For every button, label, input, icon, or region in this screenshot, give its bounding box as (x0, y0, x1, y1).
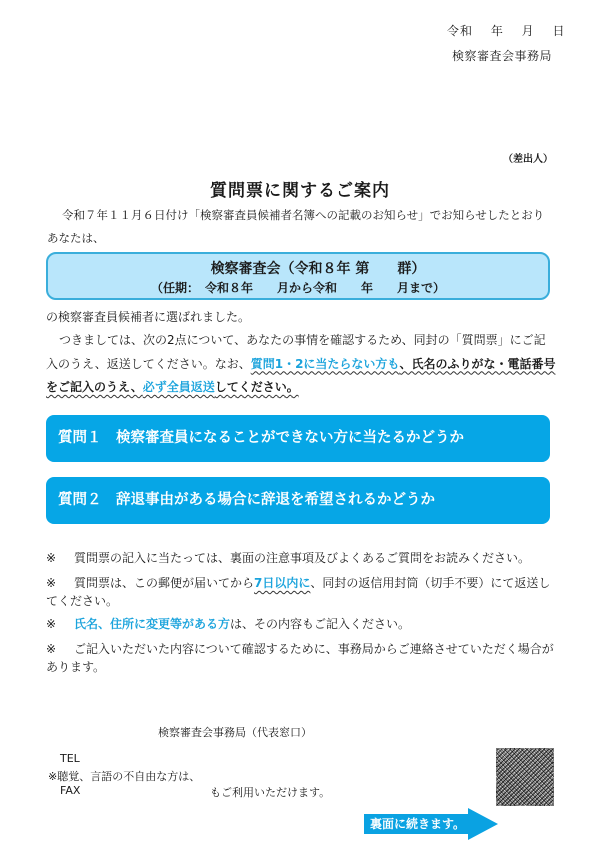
term-box (46, 252, 550, 300)
term-box-period: （任期： 令和８年 月から令和 年 月まで） (150, 281, 445, 295)
intro-line-1: 令和７年１１月６日付け「検察審査員候補者名簿への記載のお知らせ」でお知らせしたとおり (62, 208, 545, 222)
fax-note: もご利用いただけます。 (210, 786, 331, 799)
p2-highlight-2: 必ず全員返送 (142, 380, 215, 394)
p2-text-a: つきましては、次の2点について、あなたの事情を確認するため、同封の「質問票」にご記入のうえ、返送してください。なお、 (46, 333, 546, 371)
p2-text-b: 、氏名のふりがな・電話番号をご記入のうえ、 (46, 356, 556, 394)
arrow-right-icon (468, 808, 498, 840)
intro-line-2: あなたは、 (47, 231, 105, 245)
note-2-text-a: 質問票は、この郵便が届いてから (74, 576, 255, 590)
note-mark: ※ (46, 576, 57, 590)
tel-label: TEL (60, 752, 80, 765)
fax-label: FAX (60, 784, 81, 797)
note-1-text: 質問票の記入に当たっては、裏面の注意事項及びよくあるご質問をお読みください。 (74, 551, 531, 565)
p2-text-c: してください。 (214, 380, 299, 394)
body-paragraph-1: の検察審査員候補者に選ばれました。 (46, 310, 251, 324)
note-4-text: ご記入いただいた内容について確認するために、事務局からご連絡させていただく場合があります。 (46, 642, 554, 674)
note-3-text: は、その内容もご記入ください。 (230, 617, 411, 631)
body-paragraph-2 (46, 329, 556, 400)
note-mark: ※ (46, 642, 57, 656)
office-contact-title: 検察審査会事務局（代表窓口） (158, 726, 312, 739)
note-2-text-b: 、同封の返信用封筒（切手不要）にて返送してください。 (46, 576, 551, 608)
question-1-box: 質問１ 検察審査員になることができない方に当たるかどうか (46, 415, 550, 462)
sender-label: （差出人） (503, 154, 553, 165)
question-2-box: 質問２ 辞退事由がある場合に辞退を希望されるかどうか (46, 477, 550, 524)
note-mark: ※ (46, 617, 57, 631)
qr-code (496, 748, 554, 806)
note-3 (46, 615, 556, 633)
issuer-name: 検察審査会事務局 (452, 49, 553, 63)
continue-arrow (364, 808, 500, 840)
note-mark: ※ (46, 551, 57, 565)
note-2 (46, 574, 556, 610)
date-line: 令和 年 月 日 (447, 24, 566, 38)
term-box-title: 検察審査会（令和８年 第 群） (210, 261, 426, 277)
note-4 (46, 640, 556, 676)
note-2-highlight: 7日以内に (254, 576, 311, 590)
continue-label: 裏面に続きます。 (370, 817, 466, 831)
p2-highlight-1: 質問1・2に当たらない方も (250, 356, 400, 371)
page-title: 質問票に関するご案内 (210, 181, 390, 201)
hearing-impaired-note: ※聴覚、言語の不自由な方は、 (48, 770, 201, 783)
note-1 (46, 549, 556, 567)
note-3-highlight: 氏名、住所に変更等がある方 (74, 617, 231, 631)
